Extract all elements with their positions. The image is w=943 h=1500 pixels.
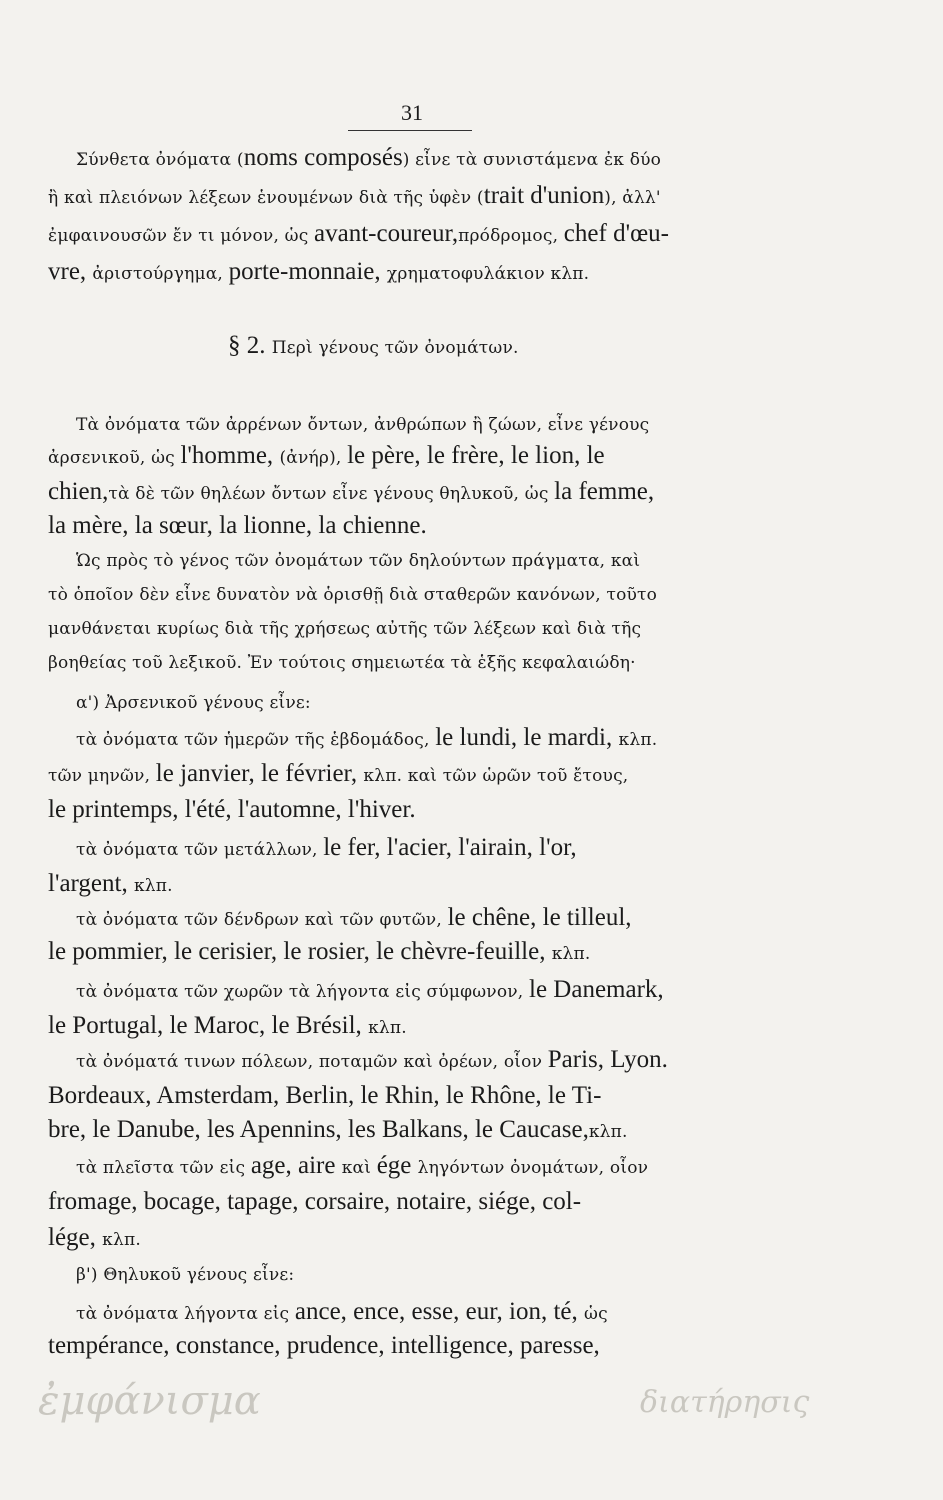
text-line: [76, 974, 783, 1008]
text-line: [48, 218, 783, 252]
greek-text: τὰ δὲ τῶν θηλέων ὄντων εἶνε γένους θηλυκοῦ, ὡς: [108, 484, 555, 504]
line-content: [228, 332, 519, 359]
text-line: [48, 1186, 783, 1219]
greek-text: Ὡς πρὸς τὸ γένος τῶν ὀνομάτων τῶν δηλούντων πράγματα, καὶ: [76, 551, 641, 571]
line-content: [48, 758, 628, 792]
text-line: [48, 1222, 783, 1256]
french-text: le fer, l'acier, l'airain, l'or,: [323, 834, 577, 861]
french-text: le Danemark,: [529, 976, 664, 1003]
page-number: 31: [401, 100, 423, 125]
text-line: [76, 1296, 783, 1330]
text-line: [76, 1150, 783, 1184]
french-text: bre, le Danube, les Apennins, les Balkans, le Caucase,: [48, 1116, 589, 1143]
line-content: [48, 1186, 581, 1219]
greek-text: ἀριστούργημα,: [92, 264, 229, 284]
text-line: [76, 1044, 783, 1078]
greek-text: ἀρσενικοῦ, ὡς: [48, 448, 181, 468]
greek-text: ὡς: [584, 1304, 608, 1324]
text-line: [76, 832, 783, 866]
greek-text: ), ἀλλ': [604, 188, 661, 208]
french-text: le pommier, le cerisier, le rosier, le chèvre-feuille,: [48, 938, 552, 965]
line-content: [76, 1044, 668, 1078]
greek-text: τὰ πλεῖστα τῶν εἰς: [76, 1158, 251, 1178]
text-line: [76, 544, 783, 577]
pencil-note-right: διατήρησις: [640, 1385, 810, 1420]
text-line: [76, 1258, 783, 1291]
greek-text: ἢ καὶ πλειόνων λέξεων ἑνουμένων διὰ τῆς ὑφὲν (: [48, 188, 484, 208]
greek-text: τὰ ὀνόματα τῶν χωρῶν τὰ λήγοντα εἰς σύμφωνον,: [76, 982, 530, 1002]
greek-text: τὰ ὀνόματα τῶν μετάλλων,: [76, 840, 324, 860]
french-text: le chêne, le tilleul,: [447, 904, 632, 931]
french-text: ége: [376, 1152, 418, 1179]
text-line: [76, 722, 783, 756]
greek-text: τὰ ὀνόματα λήγοντα εἰς: [76, 1304, 295, 1324]
text-line: [48, 510, 783, 543]
french-text: le janvier, le février,: [155, 760, 364, 787]
french-text: ance, ence, esse, eur, ion, té,: [294, 1298, 585, 1325]
line-content: [48, 1114, 628, 1148]
greek-text: Σύνθετα ὀνόματα (: [76, 150, 244, 170]
text-line: [48, 1114, 783, 1148]
french-text: l'homme,: [180, 442, 280, 469]
french-text: la femme,: [554, 478, 655, 505]
line-content: [48, 1012, 407, 1039]
line-content: [76, 832, 577, 866]
greek-text: κλπ.: [551, 944, 591, 964]
text-line: [76, 902, 783, 936]
text-line: [48, 1010, 783, 1044]
line-content: [48, 1080, 601, 1113]
line-content: [48, 646, 636, 679]
line-content: [48, 218, 669, 252]
text-line: [48, 256, 783, 290]
french-text: avant-coureur,: [314, 220, 459, 247]
line-content: [48, 578, 657, 611]
greek-text: κλπ.: [133, 876, 173, 896]
line-content: [48, 512, 427, 539]
line-content: [76, 902, 632, 936]
french-text: chien,: [48, 478, 109, 505]
line-content: [76, 722, 657, 756]
text-line: [48, 1080, 783, 1113]
line-content: [48, 796, 416, 823]
text-line: [48, 936, 783, 970]
greek-text: βοηθείας τοῦ λεξικοῦ. Ἐν τούτοις σημειωτέα τὰ ἑξῆς κεφαλαιώδη·: [48, 653, 636, 673]
french-text: trait d'union: [483, 182, 605, 209]
greek-text: Περὶ γένους τῶν ὀνομάτων.: [271, 338, 519, 358]
greek-text: ληγόντων ὀνομάτων, οἷον: [417, 1158, 649, 1178]
french-text: tempérance, constance, prudence, intelligence, paresse,: [48, 1332, 600, 1359]
text-line: [48, 440, 783, 474]
french-text: Paris, Lyon.: [547, 1046, 668, 1073]
greek-text: κλπ.: [368, 1018, 407, 1038]
greek-text: κλπ.: [588, 1122, 628, 1142]
header-rule: [348, 130, 472, 131]
text-line: [76, 686, 783, 719]
french-text: age, aire: [250, 1152, 342, 1179]
french-text: Bordeaux, Amsterdam, Berlin, le Rhin, le Rhône, le Ti-: [48, 1082, 602, 1109]
greek-text: τὰ ὀνόματά τινων πόλεων, ποταμῶν καὶ ὀρέων, οἷον: [76, 1052, 548, 1072]
greek-text: ) εἶνε τὰ συνιστάμενα ἐκ δύο: [402, 150, 662, 170]
line-content: [48, 476, 654, 510]
text-line: [48, 578, 783, 611]
greek-text: ἐμφαινουσῶν ἔν τι μόνον, ὡς: [48, 226, 315, 246]
text-line: [76, 142, 783, 176]
line-content: [48, 440, 605, 474]
greek-text: τὰ ὀνόματα τῶν ἡμερῶν τῆς ἑβδομάδος,: [76, 730, 436, 750]
line-content: [48, 938, 591, 965]
text-line: [48, 758, 783, 792]
line-content: [48, 612, 641, 645]
line-content: [48, 1330, 600, 1363]
greek-text: χρηματοφυλάκιον κλπ.: [386, 264, 590, 284]
line-content: [48, 180, 661, 214]
line-content: [48, 870, 173, 897]
french-text: le printemps, l'été, l'automne, l'hiver.: [48, 796, 416, 823]
french-text: chef d'œu-: [563, 220, 669, 247]
pencil-note-left: ἐμφάνισμα: [38, 1378, 261, 1424]
text-line: [48, 646, 783, 679]
french-text: le lundi, le mardi,: [435, 724, 619, 751]
greek-text: Τὰ ὀνόματα τῶν ἀρρένων ὄντων, ἀνθρώπων ἢ ζώων, εἶνε γένους: [76, 415, 650, 435]
line-content: [76, 691, 311, 713]
text-line: [48, 180, 783, 214]
text-line: [48, 794, 783, 827]
greek-text: κλπ.: [102, 1230, 141, 1250]
greek-text: μανθάνεται κυρίως διὰ τῆς χρήσεως αὐτῆς τῶν λέξεων καὶ διὰ τῆς: [48, 619, 642, 639]
greek-text: β') Θηλυκοῦ γένους εἶνε:: [76, 1265, 295, 1285]
greek-text: τὸ ὁποῖον δὲν εἶνε δυνατὸν νὰ ὁρισθῇ διὰ σταθερῶν κανόνων, τοῦτο: [48, 585, 658, 605]
line-content: [76, 1296, 608, 1330]
text-line: [48, 868, 783, 902]
greek-text: (ἀνήρ),: [279, 448, 348, 468]
greek-text: καὶ: [341, 1158, 377, 1178]
french-text: lége,: [48, 1224, 103, 1251]
line-content: [76, 408, 649, 441]
line-content: [76, 1150, 648, 1184]
line-content: [76, 1263, 294, 1285]
text-line: [48, 612, 783, 645]
french-text: fromage, bocage, tapage, corsaire, notaire, siége, col-: [48, 1188, 582, 1215]
french-text: vre,: [48, 258, 93, 285]
section-heading: [228, 330, 783, 364]
french-text: l'argent,: [48, 870, 134, 897]
greek-text: τὰ ὀνόματα τῶν δένδρων καὶ τῶν φυτῶν,: [76, 910, 448, 930]
french-text: noms composés: [243, 144, 403, 171]
greek-text: κλπ.: [618, 730, 658, 750]
french-text: la mère, la sœur, la lionne, la chienne.: [48, 512, 427, 539]
french-text: le père, le frère, le lion, le: [347, 442, 605, 469]
line-content: [76, 544, 640, 577]
text-line: [48, 476, 783, 510]
french-text: le Portugal, le Maroc, le Brésil,: [48, 1012, 369, 1039]
line-content: [48, 1224, 141, 1251]
french-text: § 2.: [228, 332, 272, 359]
greek-text: τῶν μηνῶν,: [48, 766, 156, 786]
line-content: [76, 974, 664, 1008]
greek-text: κλπ. καὶ τῶν ὡρῶν τοῦ ἔτους,: [363, 766, 629, 786]
line-content: [48, 258, 590, 285]
french-text: porte-monnaie,: [228, 258, 387, 285]
text-line: [48, 1330, 783, 1363]
line-content: [76, 142, 661, 176]
text-line: [76, 408, 783, 441]
greek-text: πρόδρομος,: [458, 226, 564, 246]
greek-text: α') Ἀρσενικοῦ γένους εἶνε:: [76, 693, 311, 713]
